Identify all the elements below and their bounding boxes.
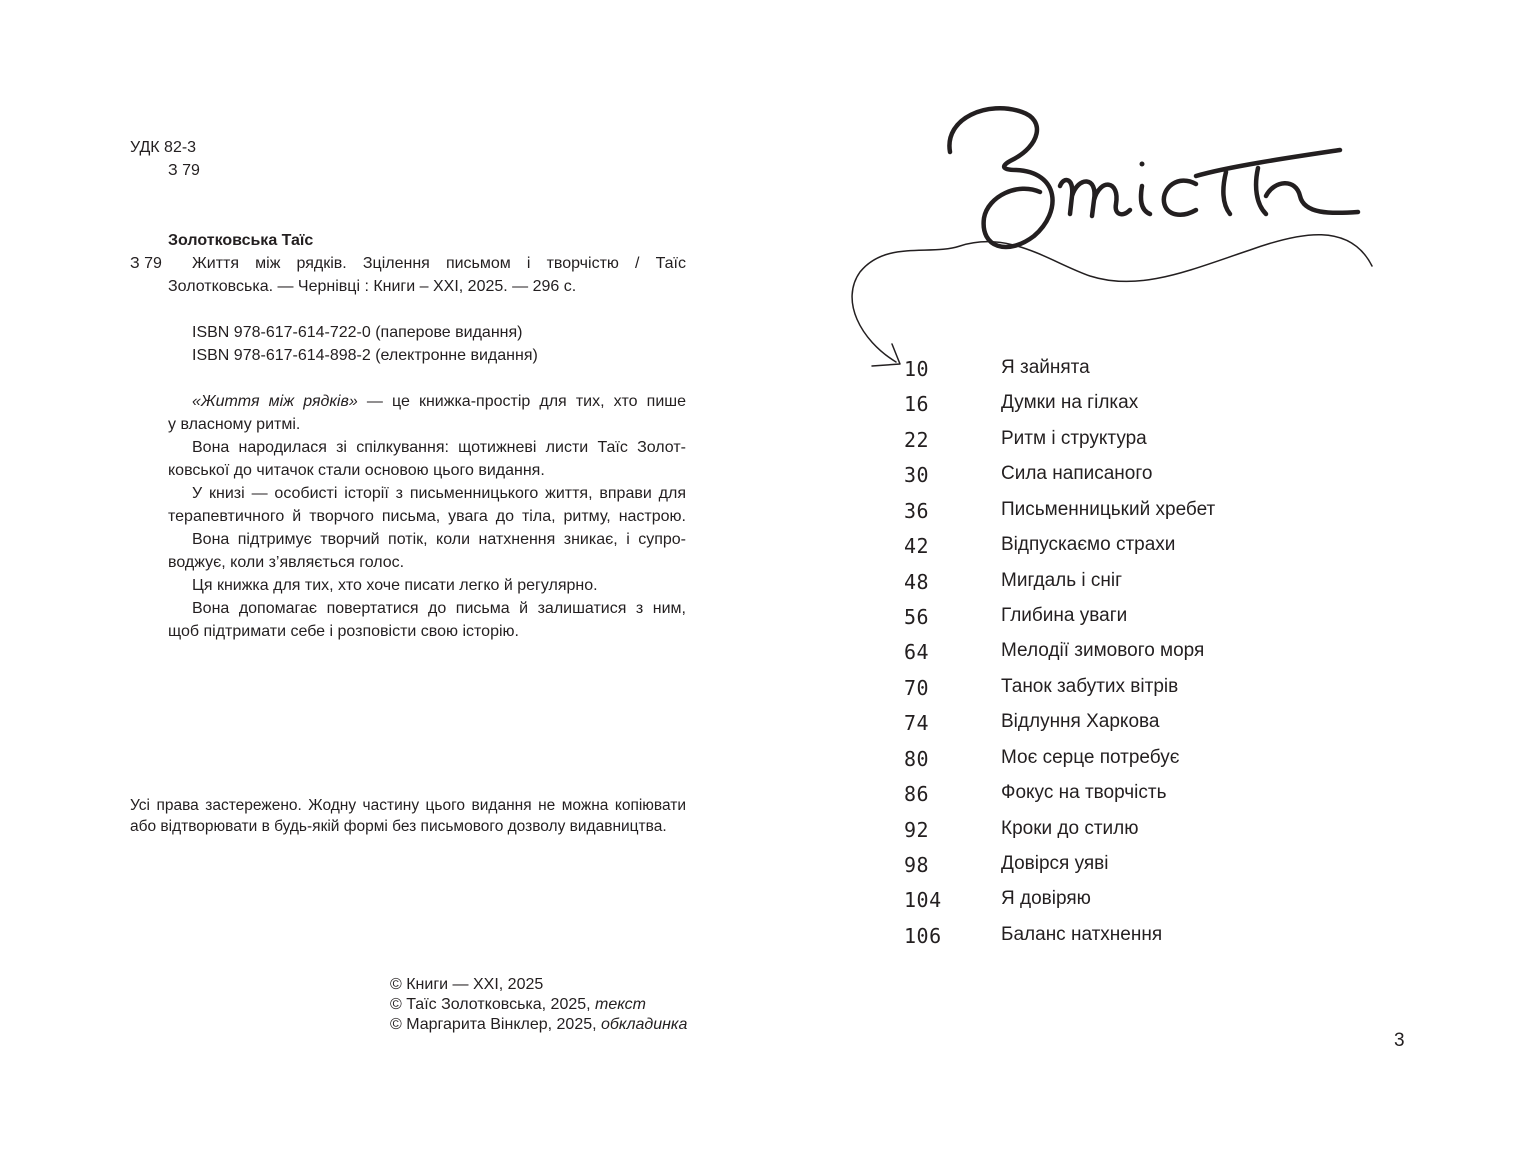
annotation-line: Вона народилася зі спілкування: щотижневі листи Таїс Золот- (192, 439, 686, 456)
isbn-paper: ISBN 978-617-614-722-0 (паперове видання) (192, 324, 523, 341)
toc-chapter-title: Ритм і структура (1001, 428, 1147, 449)
toc-page-number: 64 (904, 640, 930, 664)
copyright-role: обкладинка (601, 1016, 688, 1033)
toc-chapter-title: Мигдаль і сніг (1001, 570, 1123, 591)
toc-heading-script (852, 108, 1372, 366)
toc-chapter-title: Я зайнята (1001, 357, 1090, 378)
toc-chapter-title: Баланс натхнення (1001, 924, 1163, 945)
toc-page-number: 30 (904, 463, 930, 487)
toc-chapter-title: Глибина уваги (1001, 605, 1128, 626)
bibliographic-imprint: Золотковська. — Чернівці : Книги – ХХІ, 2025. — 296 с. (168, 278, 577, 295)
annotation-line: щоб підтримати себе і розповісти свою історію. (168, 623, 519, 640)
letter-es (1164, 181, 1196, 215)
copyright-publisher: © Книги — ХХІ, 2025 (390, 976, 544, 993)
toc-page-number: 36 (904, 499, 930, 523)
toc-chapter-title: Моє серце потребує (1001, 747, 1180, 768)
letter-i-dot (1140, 162, 1145, 167)
annotation-line: у власному ритмі. (168, 416, 301, 433)
letter-te (1196, 150, 1358, 214)
copyright-text: © Таїс Золотковська, 2025, (390, 996, 596, 1013)
toc-page-number: 10 (904, 357, 930, 381)
letter-i (1141, 186, 1150, 214)
toc-page-number: 98 (904, 853, 930, 877)
udk-code: УДК 82-3 (130, 139, 197, 156)
toc-page-number: 48 (904, 570, 930, 594)
toc-chapter-title: Я довіряю (1001, 888, 1091, 909)
toc-page-number: 104 (904, 888, 942, 912)
annotation-line: У книзі — особисті історії з письменницького життя, вправи для (192, 485, 686, 502)
isbn-electronic: ISBN 978-617-614-898-2 (електронне видання) (192, 347, 538, 364)
rights-notice-line: Усі права застережено. Жодну частину цього видання не можна копіювати (130, 797, 686, 814)
annotation-line: Вона підтримує творчий потік, коли натхнення зникає, і супро- (192, 531, 686, 548)
toc-page-number: 42 (904, 534, 930, 558)
copyright-text: © Маргарита Вінклер, 2025, (390, 1016, 601, 1033)
annotation-line: Ця книжка для тих, хто хоче писати легко й регулярно. (192, 577, 598, 594)
toc-chapter-title: Думки на гілках (1001, 392, 1139, 413)
bibliographic-title: Життя між рядків. Зцілення письмом і творчістю / Таїс (192, 255, 686, 272)
toc-chapter-title: Кроки до стилю (1001, 818, 1139, 839)
toc-chapter-title: Письменницький хребет (1001, 499, 1216, 520)
toc-chapter-title: Довірся уяві (1001, 853, 1109, 874)
book-title-italic: «Життя між рядків» (192, 393, 358, 410)
toc-page-number: 16 (904, 392, 930, 416)
toc-page-number: 70 (904, 676, 930, 700)
annotation-line: терапевтичного й творчого письма, увага до тіла, ритму, настрою. (168, 508, 686, 525)
toc-page-number: 80 (904, 747, 930, 771)
toc-chapter-title: Танок забутих вітрів (1001, 676, 1179, 697)
toc-chapter-title: Фокус на творчість (1001, 782, 1167, 803)
toc-page-number: 56 (904, 605, 930, 629)
author-name: Золотковська Таїс (168, 232, 314, 249)
annotation-line: ковської до читачок стали основою цього видання. (168, 462, 545, 479)
page-number: 3 (1394, 1030, 1405, 1051)
letter-ze (949, 108, 1052, 247)
entry-code: З 79 (130, 255, 162, 272)
letter-em (1060, 180, 1130, 216)
rights-notice-line: або відтворювати в будь-якій формі без письмового дозволу видавництва. (130, 818, 667, 835)
annotation-line: Вона допомагає повертатися до письма й залишатися з ним, (192, 600, 686, 617)
toc-page-number: 22 (904, 428, 930, 452)
toc-page-number: 92 (904, 818, 930, 842)
toc-chapter-title: Відлуння Харкова (1001, 711, 1160, 732)
author-sign: З 79 (168, 162, 200, 179)
toc-page-number: 86 (904, 782, 930, 806)
swirl-arrow (852, 235, 1372, 362)
toc-chapter-title: Мелодії зимового моря (1001, 640, 1205, 661)
toc-chapter-title: Відпускаємо страхи (1001, 534, 1176, 555)
toc-page-number: 74 (904, 711, 930, 735)
toc-chapter-title: Сила написаного (1001, 463, 1153, 484)
annotation-line: воджує, коли з’являється голос. (168, 554, 405, 571)
annotation-text: — це книжка-простір для тих, хто пише (357, 393, 686, 410)
toc-page-number: 106 (904, 924, 942, 948)
copyright-role: текст (595, 996, 646, 1013)
